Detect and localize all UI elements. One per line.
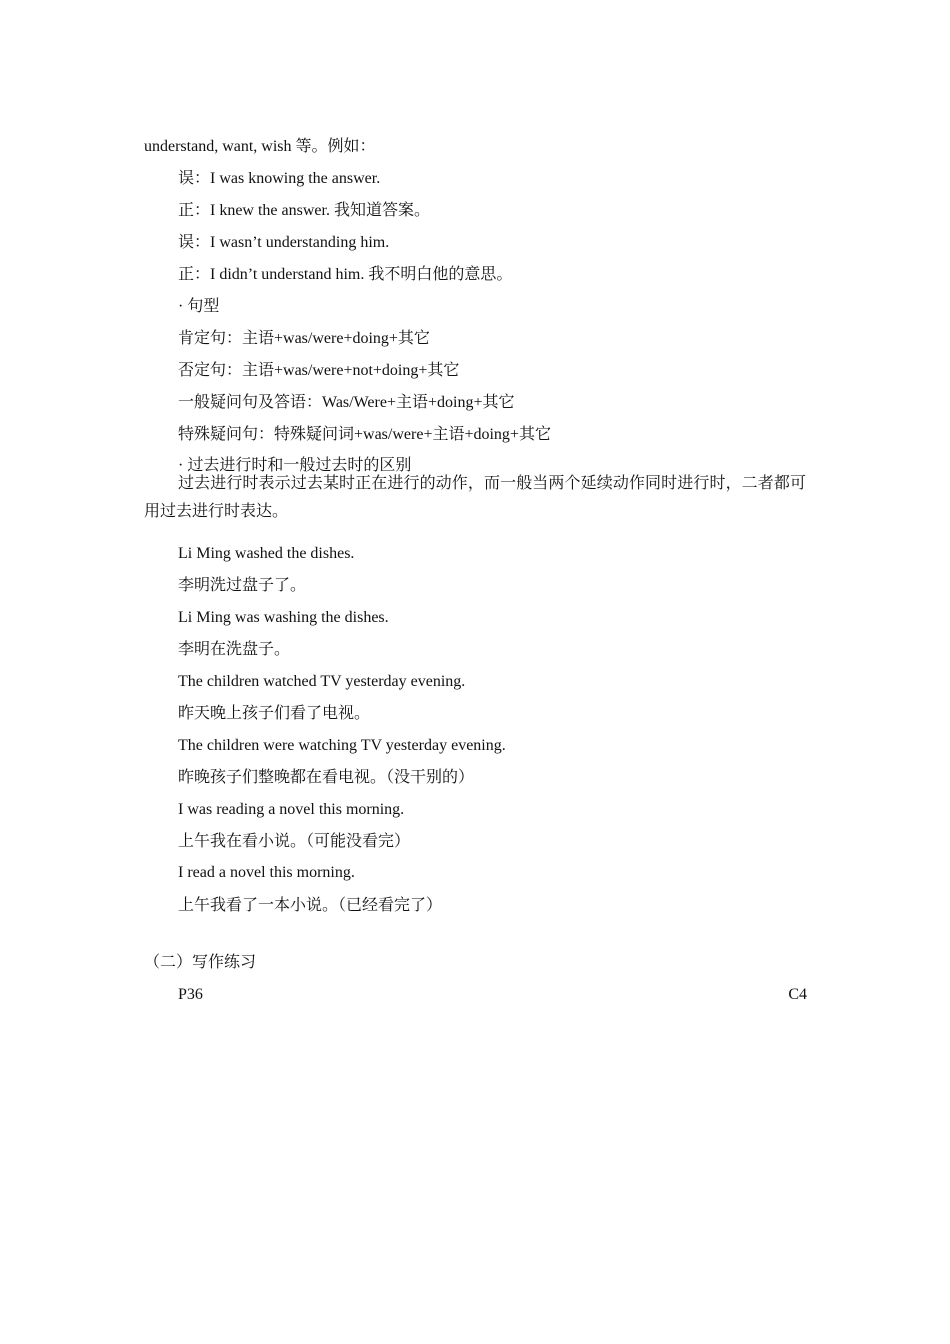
comparison-line: 李明在洗盘子。 <box>178 641 291 658</box>
example-line: 正：I didn’t understand him. 我不明白他的意思。 <box>178 266 513 283</box>
comparison-line: Li Ming was washing the dishes. <box>178 609 389 626</box>
intro-line: understand, want, wish 等。例如： <box>144 138 376 155</box>
comparison-line: I was reading a novel this morning. <box>178 801 405 818</box>
comparison-line: 上午我看了一本小说。（已经看完了） <box>178 897 443 914</box>
example-line: 正：I knew the answer. 我知道答案。 <box>178 202 430 219</box>
example-line: 误：I wasn’t understanding him. <box>178 234 390 251</box>
pattern-line: 肯定句：主语+was/were+doing+其它 <box>178 330 430 347</box>
example-line: 误：I was knowing the answer. <box>178 170 381 187</box>
footer-left-code: P36 <box>178 986 203 1003</box>
section-heading: （二）写作练习 <box>144 954 257 971</box>
comparison-line: 上午我在看小说。（可能没看完） <box>178 833 411 850</box>
pattern-line: 否定句：主语+was/were+not+doing+其它 <box>178 362 460 379</box>
difference-paragraph: 过去进行时表示过去某时正在进行的动作，而一般当两个延续动作同时进行时，二者都可用过去进行时表达。 <box>144 475 806 520</box>
pattern-line: 一般疑问句及答语：Was/Were+主语+doing+其它 <box>178 394 515 411</box>
difference-heading: · 过去进行时和一般过去时的区别 <box>178 457 412 474</box>
comparison-line: 昨天晚上孩子们看了电视。 <box>178 705 371 722</box>
comparison-line: The children watched TV yesterday evening. <box>178 673 466 690</box>
comparison-line: 昨晚孩子们整晚都在看电视。（没干别的） <box>178 769 475 786</box>
footer-right-code: C4 <box>788 986 807 1003</box>
comparison-line: 李明洗过盘子了。 <box>178 577 307 594</box>
comparison-line: Li Ming washed the dishes. <box>178 545 355 562</box>
comparison-line: I read a novel this morning. <box>178 864 355 881</box>
comparison-line: The children were watching TV yesterday evening. <box>178 737 506 754</box>
pattern-heading: · 句型 <box>178 298 220 315</box>
pattern-line: 特殊疑问句：特殊疑问词+was/were+主语+doing+其它 <box>178 426 551 443</box>
